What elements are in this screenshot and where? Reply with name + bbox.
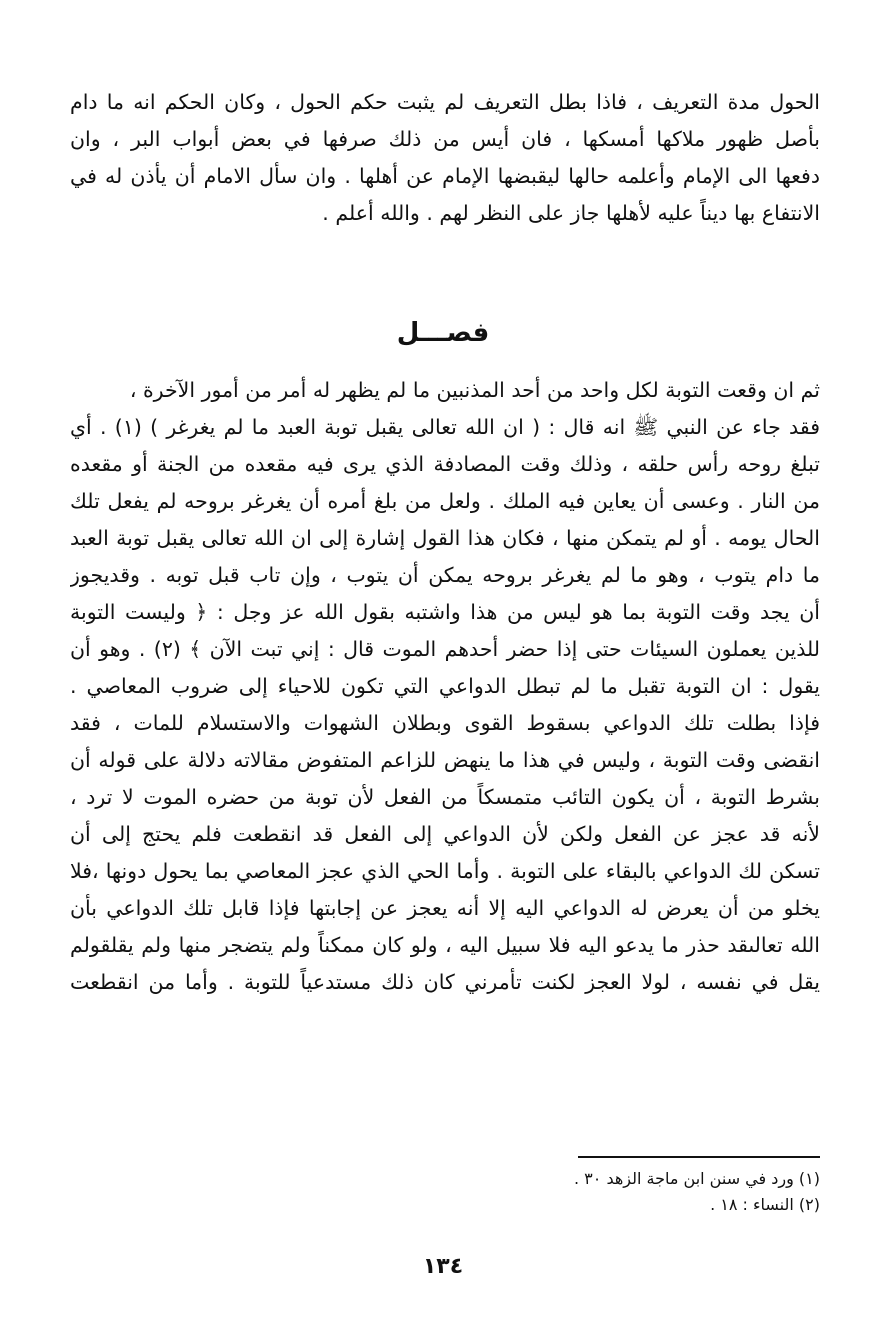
text-line: الحال يومه . أو لم يتمكن منها ، فكان هذا القول إشارة إلى ان الله تعالى يقبل توبة العبد [70,526,820,550]
text-line: ثم ان وقعت التوبة لكل واحد من أحد المذنبين ما لم يظهر له أمر من أمور الآخرة ، [129,378,820,402]
text-line: الله تعالىقد حذر ما يدعو اليه فلا سبيل اليه ، ولو كان ممكناً ولم يتضجر منها ولم يقلقولم [70,933,820,957]
text-line: تبلغ روحه رأس حلقه ، وذلك وقت المصادفة الذي يرى فيه مقعده من الجنة أو مقعده [70,452,820,476]
footnotes [400,1166,820,1218]
text-line: يقول : ان التوبة تقبل ما لم تبطل الدواعي التي تكون للاحياء إلى ضروب المعاصي . [70,674,820,698]
text-line: بأصل ظهور ملاكها أمسكها ، فان أيس من ذلك صرفها في بعض أبواب البر ، وان [70,127,820,151]
text-line: انقضى وقت التوبة ، وليس في هذا ما ينهض للزاعم المتفوض مقالاته دلالة على قوله أن [70,748,820,772]
text-line: يقل في نفسه ، لولا العجز لكنت تأمرني كان ذلك مستدعياً للتوبة . وأما من انقطعت [70,970,820,994]
section-heading: فصـــل [396,318,490,348]
text-line: دفعها الى الإمام وأعلمه حالها ليقبضها الإمام عن أهلها . وان سأل الامام أن يأذن له في [70,164,820,188]
text-line: بشرط التوبة ، أن يكون التائب متمسكاً من الفعل لأن توبة من حضره الموت لا ترد ، [70,785,820,809]
footnote-1: (١) ورد في سنن ابن ماجة الزهد ٣٠ . [574,1169,820,1188]
paragraph-2 [70,372,820,1001]
text-line: لأنه قد عجز عن الفعل ولكن لأن الدواعي إلى الفعل قد انقطعت فلم يحتج إلى أن [70,822,820,846]
text-line: تسكن لك الدواعي بالبقاء على التوبة . وأما الحي الذي عجز المعاصي بما يحول دونها ،فلا [70,859,820,883]
paragraph-1 [70,84,820,232]
text-line: للذين يعملون السيئات حتى إذا حضر أحدهم الموت قال : إني تبت الآن ﴾ (٢) . وهو أن [70,637,820,661]
text-line: من النار . وعسى أن يعاين فيه الملك . ولعل من بلغ أمره أن يغرغر بروحه لم يفعل تلك [70,489,820,513]
footnote-divider [578,1156,820,1158]
text-line: يخلو من أن يعرض له الدواعي اليه إلا أنه يعجز عن إجابتها فإذا قابل تلك الدواعي بأن [70,896,820,920]
text-line: الانتفاع بها ديناً عليه لأهلها جاز على النظر لهم . والله أعلم . [322,201,820,225]
text-line: أن يجد وقت التوبة بما هو ليس من هذا واشتبه بقول الله عز وجل : ﴿ وليست التوبة [70,600,820,624]
text-line: فقد جاء عن النبي ﷺ انه قال : ( ان الله تعالى يقبل توبة العبد ما لم يغرغر ) (١) . أي [70,415,820,439]
text-line: ما دام يتوب ، وهو ما لم يغرغر بروحه يمكن أن يتوب ، وإن تاب قبل توبه . وقديجوز [70,563,820,587]
text-line: فإذا بطلت تلك الدواعي بسقوط القوى وبطلان الشهوات والاستسلام للمات ، فقد [70,711,820,735]
text-line: الحول مدة التعريف ، فاذا بطل التعريف لم يثبت حكم الحول ، وكان الحكم انه ما دام [70,90,820,114]
footnote-2: (٢) النساء : ١٨ . [710,1195,820,1214]
page-number: ١٣٤ [422,1254,464,1279]
